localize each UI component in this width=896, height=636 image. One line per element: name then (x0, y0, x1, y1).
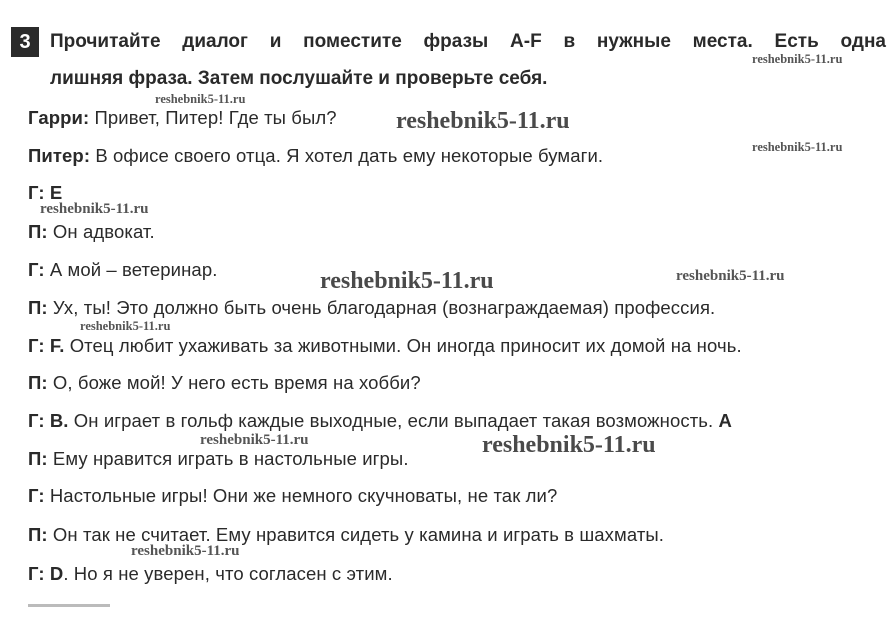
line-text: Привет, Питер! Где ты был? (89, 107, 337, 128)
speaker-label: Г: (28, 259, 45, 280)
dialogue-line (28, 410, 732, 432)
speaker-label: Гарри: (28, 107, 90, 128)
dialogue-line (28, 563, 393, 585)
line-text: Он так не считает. Ему нравится сидеть у камина и играть в шахматы. (47, 524, 665, 545)
speaker-label: П: (28, 524, 48, 545)
answer-letter: F. (44, 335, 65, 356)
speaker-label: Г: (28, 563, 45, 584)
dialogue-line (28, 524, 664, 546)
speaker-label: Г: (28, 182, 45, 203)
watermark: reshebnik5-11.ru (752, 140, 843, 154)
dialogue-line (28, 372, 421, 394)
dialogue-line (28, 259, 217, 281)
watermark: reshebnik5-11.ru (200, 432, 309, 448)
dialogue-line (28, 107, 337, 129)
line-text: Отец любит ухаживать за животными. Он иногда приносит их домой на ночь. (64, 335, 742, 356)
speaker-label: П: (28, 448, 48, 469)
line-text: А мой – ветеринар. (44, 259, 218, 280)
watermark: reshebnik5-11.ru (396, 108, 570, 134)
dialogue-line (28, 448, 409, 470)
watermark: reshebnik5-11.ru (155, 92, 246, 106)
watermark: reshebnik5-11.ru (40, 201, 149, 217)
watermark: reshebnik5-11.ru (752, 52, 843, 66)
speaker-label: П: (28, 221, 48, 242)
answer-letter: D (44, 563, 64, 584)
speaker-label: Питер: (28, 145, 91, 166)
line-text: О, боже мой! У него есть время на хобби? (47, 372, 421, 393)
watermark: reshebnik5-11.ru (320, 268, 494, 294)
task-instruction-line-1: Прочитайте диалог и поместите фразы A-F в нужные места. Есть одна (50, 31, 886, 52)
dialogue-line (28, 297, 715, 319)
dialogue-line (28, 335, 742, 357)
page-footer-fragment (28, 604, 110, 607)
line-text: Ух, ты! Это должно быть очень благодарная (вознаграждаемая) профессия. (47, 297, 716, 318)
dialogue-line (28, 145, 603, 167)
line-text: В офисе своего отца. Я хотел дать ему некоторые бумаги. (90, 145, 604, 166)
answer-letter: E (44, 182, 63, 203)
watermark: reshebnik5-11.ru (482, 432, 656, 458)
watermark: reshebnik5-11.ru (676, 268, 785, 284)
line-text: Он играет в гольф каждые выходные, если выпадает такая возможность. (68, 410, 714, 431)
speaker-label: П: (28, 372, 48, 393)
line-text: Настольные игры! Они же немного скучноваты, не так ли? (44, 485, 558, 506)
speaker-label: Г: (28, 410, 45, 431)
task-instruction-line-2: лишняя фраза. Затем послушайте и проверьте себя. (50, 68, 548, 89)
watermark: reshebnik5-11.ru (80, 319, 171, 333)
watermark: reshebnik5-11.ru (131, 543, 240, 559)
task-number-badge: 3 (11, 27, 39, 57)
line-text: . Но я не уверен, что согласен с этим. (63, 563, 393, 584)
speaker-label: Г: (28, 485, 45, 506)
speaker-label: П: (28, 297, 48, 318)
answer-letter: A (713, 410, 732, 431)
line-text: Он адвокат. (47, 221, 155, 242)
line-text: Ему нравится играть в настольные игры. (47, 448, 409, 469)
dialogue-line (28, 221, 155, 243)
speaker-label: Г: (28, 335, 45, 356)
answer-letter: B. (44, 410, 69, 431)
dialogue-line (28, 485, 557, 507)
